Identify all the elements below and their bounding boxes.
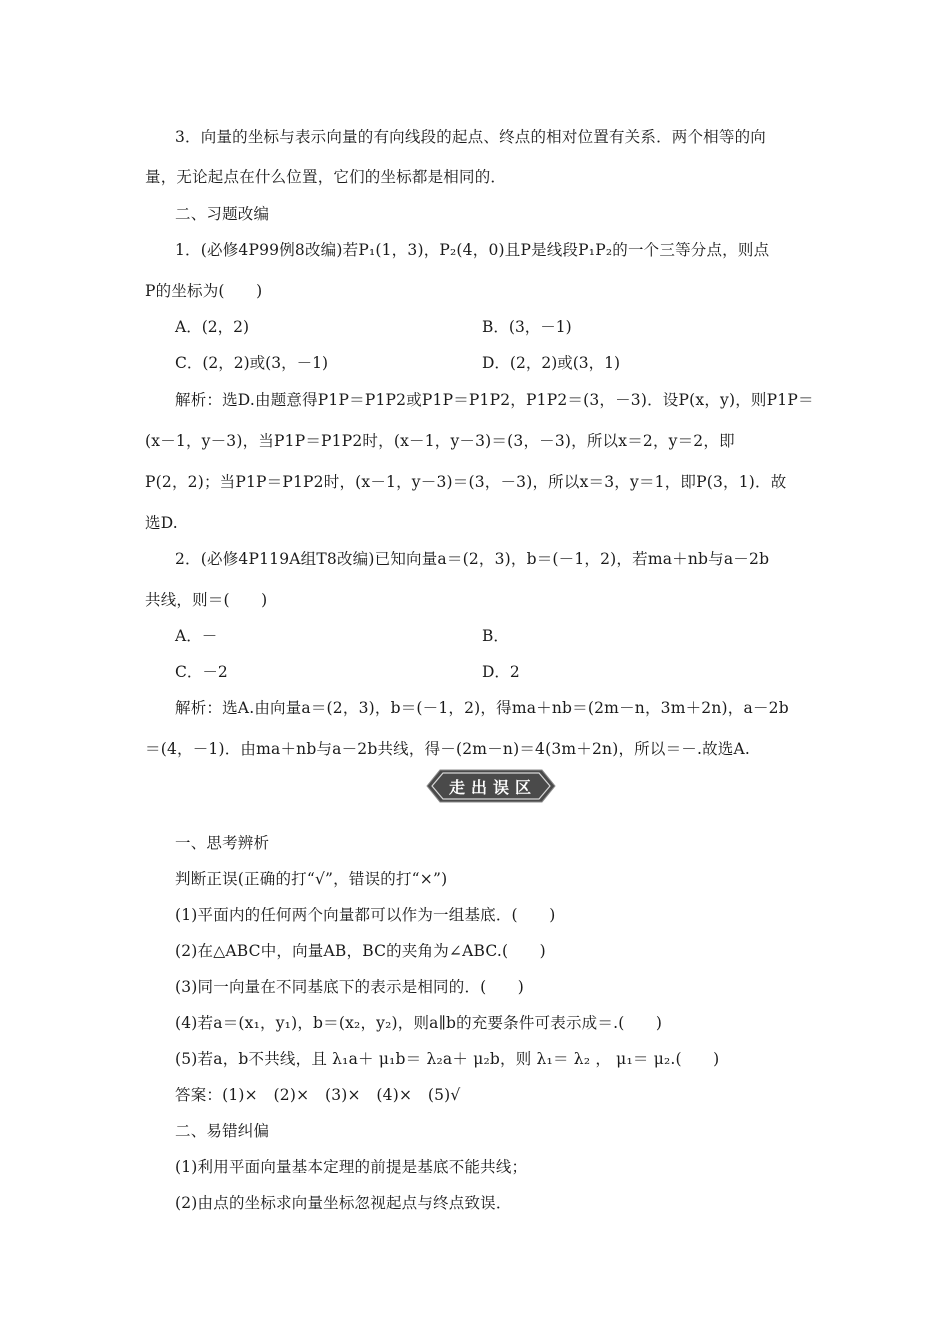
exercises-heading: 二、习题改编 bbox=[175, 205, 270, 223]
judgement-item-4: (4)若a＝(x₁，y₁)，b＝(x₂，y₂)，则a∥b的充要条件可表示成＝.( ) bbox=[175, 1014, 663, 1032]
q2-solution-line-2: ＝(4，－1)．由ma＋nb与a－2b共线，得－(2m－n)＝4(3m＋2n)，所以＝－.故选A. bbox=[145, 740, 751, 758]
section-banner bbox=[426, 769, 556, 803]
judgement-item-5: (5)若a，b不共线，且 λ₁a＋ μ₁b＝ λ₂a＋ μ₂b，则 λ₁＝ λ₂ ， μ₁＝ μ₂.( ) bbox=[175, 1050, 720, 1068]
q1-option-c: C．(2，2)或(3，－1) bbox=[175, 354, 328, 372]
errors-heading: 二、易错纠偏 bbox=[175, 1122, 270, 1140]
q1-stem-line-2: P的坐标为( ) bbox=[145, 282, 263, 300]
judgement-answer: 答案：(1)× (2)× (3)× (4)× (5)√ bbox=[175, 1086, 461, 1104]
banner-label: 走出误区 bbox=[448, 777, 537, 797]
q1-solution-line-3: P(2，2)；当P1P＝P1P2时，(x－1，y－3)＝(3，－3)，所以x＝3，y＝1，即P(3，1)．故 bbox=[145, 473, 787, 491]
q1-option-b: B．(3，－1) bbox=[482, 318, 572, 336]
q1-stem-line-1: 1．(必修4P99例8改编)若P₁(1，3)，P₂(4，0)且P是线段P₁P₂的一个三等分点，则点 bbox=[175, 241, 770, 259]
judgement-item-2: (2)在△ABC中，向量AB，BC的夹角为∠ABC.( ) bbox=[175, 942, 546, 960]
judgement-item-1: (1)平面内的任何两个向量都可以作为一组基底．( ) bbox=[175, 906, 556, 924]
thinking-heading: 一、思考辨析 bbox=[175, 834, 270, 852]
note-line-1: 3．向量的坐标与表示向量的有向线段的起点、终点的相对位置有关系．两个相等的向 bbox=[175, 128, 766, 146]
q1-option-a: A．(2，2) bbox=[175, 318, 250, 336]
note-line-2: 量，无论起点在什么位置，它们的坐标都是相同的． bbox=[145, 168, 507, 186]
q1-solution-line-1: 解析：选D.由题意得P1P＝P1P2或P1P＝P1P2，P1P2＝(3，－3)．设P(x，y)，则P1P＝ bbox=[175, 391, 814, 409]
q1-solution-line-2: (x－1，y－3)，当P1P＝P1P2时，(x－1，y－3)＝(3，－3)，所以x＝2，y＝2，即 bbox=[145, 432, 735, 450]
q2-stem-line-1: 2．(必修4P119A组T8改编)已知向量a＝(2，3)，b＝(－1，2)，若ma＋nb与a－2b bbox=[175, 550, 770, 568]
error-item-2: (2)由点的坐标求向量坐标忽视起点与终点致误． bbox=[175, 1194, 512, 1212]
q1-solution-line-4: 选D. bbox=[145, 514, 178, 532]
thinking-instruction: 判断正误(正确的打“√”，错误的打“×”) bbox=[175, 870, 448, 888]
q2-option-a: A．－ bbox=[175, 627, 218, 645]
judgement-item-3: (3)同一向量在不同基底下的表示是相同的．( ) bbox=[175, 978, 525, 996]
q2-stem-line-2: 共线，则＝( ) bbox=[145, 591, 268, 609]
q2-option-c: C．－2 bbox=[175, 663, 228, 681]
q2-solution-line-1: 解析：选A.由向量a＝(2，3)，b＝(－1，2)，得ma＋nb＝(2m－n，3m＋2n)，a－2b bbox=[175, 699, 789, 717]
q2-option-b: B． bbox=[482, 627, 509, 645]
q2-option-d: D．2 bbox=[482, 663, 520, 681]
error-item-1: (1)利用平面向量基本定理的前提是基底不能共线； bbox=[175, 1158, 528, 1176]
q1-option-d: D．(2，2)或(3，1) bbox=[482, 354, 621, 372]
